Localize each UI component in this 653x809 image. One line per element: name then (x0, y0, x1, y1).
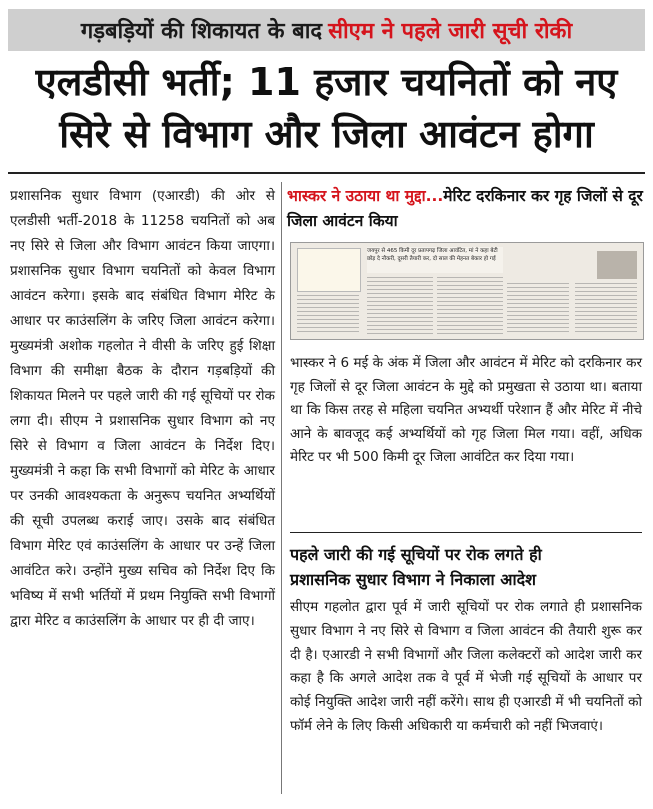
headline-line-2: सिरे से विभाग और जिला आवंटन होगा (59, 112, 594, 156)
headline-divider (8, 172, 645, 174)
sidebar-paragraph-1-text: भास्कर ने 6 मई के अंक में जिला और आवंटन में मेरिट को दरकिनार कर गृह जिलों से दूर जिला आवंटन के मुद्दे को प्रमुखता से उठाया था। बताया था कि किस तरह से महिला चयनित अभ्यर्थी परेशान हैं और मेरिट में नीचे आने के बावजूद कई अभ्यर्थियों को गृह जिला मिल गया। वहीं, अधिक मेरिट पर भी 500 किमी दूर जिला आवंटित कर दिया गया। (290, 355, 642, 465)
clipping-text-column (297, 295, 359, 335)
kicker-bar (8, 9, 645, 51)
sidebar-paragraph-2-text: सीएम गहलोत द्वारा पूर्व में जारी सूचियों पर रोक लगाते ही प्रशासनिक सुधार विभाग ने नए सिरे से विभाग व जिला आवंटन की तैयारी शुरू कर दी है। एआरडी ने सभी विभागों और जिला कलेक्टरों को आदेश जारी कर कहा है कि अगले आदेश तक वे पूर्व में भेजी गई सूचियों के आधार पर कोई नियुक्ति आदेश जारी नहीं करेंगे। साथ ही एआरडी में भी चयनितों को फॉर्म लेने के लिए किसी अधिकारी या कर्मचारी को नहीं भिजवाएं। (290, 599, 642, 734)
clipping-text-column (507, 283, 569, 335)
headline (8, 56, 645, 160)
left-column (10, 184, 275, 794)
sidebar-subheading (287, 184, 645, 234)
sidebar-subheading-2-line-1: पहले जारी की गई सूचियों पर रोक लगते ही (290, 545, 542, 564)
newspaper-clipping (290, 242, 644, 340)
clipping-inset-box (297, 248, 361, 292)
sidebar-subheading-2-line-2: प्रशासनिक सुधार विभाग ने निकाला आदेश (290, 570, 536, 589)
sidebar-subheading-red: भास्कर ने उठाया था मुद्दा... (287, 187, 444, 205)
sidebar-paragraph-2 (290, 596, 642, 739)
sidebar-divider (290, 532, 642, 533)
clipping-text-column (367, 277, 433, 335)
kicker-highlight: सीएम ने पहले जारी सूची रोकी (328, 19, 573, 44)
clipping-text-column (575, 283, 637, 335)
headline-line-1: एलडीसी भर्ती; 11 हजार चयनितों को नए (35, 60, 618, 104)
column-divider (281, 182, 282, 794)
sidebar-subheading-black: मेरिट दरकिनार कर गृह जिलों से दूर जिला आवंटन किया (287, 187, 643, 230)
kicker-text: गड़बड़ियों की शिकायत के बाद (80, 19, 323, 44)
clipping-photo (597, 251, 637, 279)
left-column-paragraph: प्रशासनिक सुधार विभाग (एआरडी) की ओर से एलडीसी भर्ती-2018 के 11258 चयनितों को अब नए सिरे से जिला और विभाग आवंटन किया जाएगा। प्रशासनिक सुधार विभाग चयनितों को केवल विभाग आवंटन करेगा। इसके बाद संबंधित विभाग मेरिट के आधार पर काउंसलिंग के जरिए जिला आवंटन करेगा। मुख्यमंत्री अशोक गहलोत ने वीसी के जरिए हुई शिक्षा विभाग की समीक्षा बैठक के दौरान गड़बड़ियों की शिकायत मिलने पर पहले जारी की गई सूचियों पर रोक लगा दी। सीएम ने प्रशासनिक सुधार विभाग को नए सिरे से विभाग व जिला आवंटन के निर्देश दिए। मुख्यमंत्री ने कहा कि सभी विभागों को मेरिट के आधार पर उनकी आवश्यकता के अनुरूप चयनित अभ्यर्थियों की सूची उपलब्ध कराई जाए। उसके बाद संबंधित विभाग मेरिट एवं काउंसलिंग के आधार पर उन्हें जिला आवंटित करे। उन्होंने मुख्य सचिव को निर्देश दिए कि भविष्य में सभी भर्तियों में प्रथम नियुक्ति सभी विभागों द्वारा मेरिट व काउंसलिंग के आधार पर ही दी जाए। (10, 188, 275, 629)
sidebar-subheading-2 (290, 542, 642, 592)
sidebar-paragraph-1 (290, 352, 642, 470)
clipping-headline: जयपुर से 465 किमी दूर प्रतापगढ़ जिला आवंटित, मां ने कहा बेटी छोड़ दे नौकरी, दूसरी तैयारी कर, दो साल की मेहनत बेकार हो गई (367, 247, 503, 273)
clipping-text-column (437, 277, 503, 335)
